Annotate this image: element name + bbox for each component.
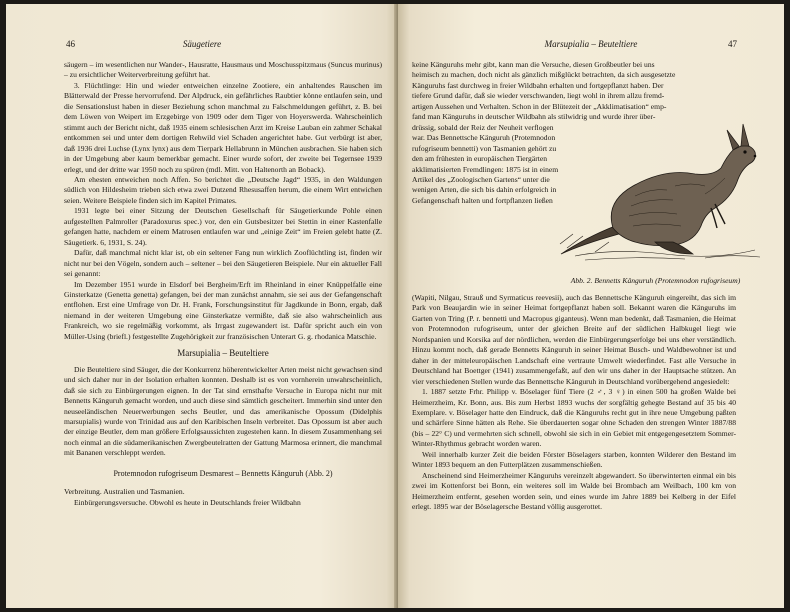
species-line: Einbürgerungsversuche. Obwohl es heute in Deutschlands freier Wildbahn <box>74 497 301 507</box>
figure-caption: Abb. 2. Bennetts Känguruh (Protemnodon rufogriseum) <box>570 276 741 285</box>
kangaroo-illustration <box>555 116 767 264</box>
paragraph: säugern – im wesentlichen nur Wander-, Hausratte, Hausmaus und Moschusspitzmaus (Suncus murinus) – zu ersichtlicher Weiterverbreitung geführt hat. <box>64 60 382 80</box>
paragraph: (Wapiti, Nilgau, Strauß und Syrmaticus reevesii), auch das Bennettsche Känguruh eingereiht, das sich im Park von Beaujardin wie in seiner Heimat fortgepflanzt haben soll. Bekannt waren die Känguruhs im Garten von Tring (P. r. bennetti und Macropus giganteus). Wenn man bedenkt, daß Tasmanien, die Heimat von Protemnodon rufogriseum, unter der gleichen Breite auf der südlichen Halbkugel liegt wie Nordspanien und Korsika auf der nördlichen, werden die Einbürgerungserfolge bei uns eher verständlich. Hinzu kommt noch, daß gerade Bennetts Känguruh in seiner Heimat Busch- und Waldbewohner ist und daher in der mitteleuropäischen Landschaft eine vertraute Umwelt wiederfindet. Fast alle Versuche in Deutschland hat Boettger (1941) zusammengefaßt, auf den wir uns daher in der Hauptsache stützen. An vier verschiedenen Stellen wurde das Bennettsche Känguruh in Deutschland vorübergehend angesiedelt: <box>412 293 736 386</box>
left-page <box>6 4 398 608</box>
page-number-right: 47 <box>728 39 737 49</box>
text-line: Känguruhs fast durchweg in freier Wildbahn erhalten und fortgepflanzt haben. Der <box>412 80 664 90</box>
paragraph: Dafür, daß manchmal nicht klar ist, ob ein seltener Fang nun wirklich Zooflüchtling ist, finden wir nicht nur bei den Vögeln, sondern auch – seltener – bei den Säugetieren Beispiele. Nur ein aktueller Fall sei genannt: <box>64 248 382 279</box>
running-head-left: Säugetiere <box>182 39 222 49</box>
paragraph: Im Dezember 1951 wurde in Elsdorf bei Bergheim/Erft im Rheinland in einer Knüppelfalle eine Ginsterkatze (Genetta genetta) gefangen, bei der man zunächst annahm, sie sei aus der Gefangenschaft entflohen. Erst eine Umfrage von Dr. H. Frank, Forschungsinstitut für Jagdkunde in Bonn, ergab, daß niemand in der weiteren Umgebung eine Ginsterkatze vermißte, daß sie also wahrscheinlich aus Frankreich, wo sie regelmäßig vorkommt, als Irrgast zugewandert ist. Dafür spricht auch ein von Müller-Using (briefl.) festgestellte Zugehörigkeit zur französischen Unterart G. g. rhodanica Matschie. <box>64 279 382 341</box>
text-line: akklimatisierten Fremdlingen: 1875 ist in einem <box>412 164 559 174</box>
text-line: rufogriseum bennetti) von Tasmanien gehört zu <box>412 143 557 153</box>
text-line: fand man Känguruhs in deutscher Wildbahn als stilwidrig und wurde ihrer über- <box>412 112 656 122</box>
text-line: den am frühesten in europäischen Tiergärten <box>412 154 548 164</box>
right-page <box>398 4 784 608</box>
paragraph: 1931 legte bei einer Sitzung der Deutschen Gesellschaft für Säugetierkunde Pohle einen aufgestellten Palmroller (Paradoxurus spec.) vor, den ein Gutsbesitzer bei Stettin in einer Kastenfalle gefangen hatte, nachdem er einem Matrosen entlaufen war und „einige Zeit“ im Freien gelebt hatte (Z. Säugetierk. 6, 1931, S. 24). <box>64 206 382 247</box>
text-line: Gefangenschaft halten und fortpflanzen ließen <box>412 195 553 205</box>
book-spread <box>6 4 784 608</box>
paragraph: Anscheinend sind Heimerzheimer Känguruhs vereinzelt abgewandert. So überwinterten einmal ein bis zwei im Kottenforst bei Bonn, ein weiteres soll im Walde bei Brombach am Weilbach, 100 km von Heimerzheim entfernt, gesehen worden sein, und eines wurde im Jahre 1889 bei Kelberg in der Eifel erlegt. 1895 war der Böselagersche Bestand völlig ausgerottet. <box>412 470 736 512</box>
paragraph: Die Beuteltiere sind Säuger, die der Konkurrenz höherentwickelter Arten meist nicht gewachsen sind und sich daher nur in der Isolation erhalten konnten. Deshalb ist es von vornherein unwahrscheinlich, daß sie sich zu Einbürgerungen eignen. In der Tat sind ernsthafte Versuche in Europa nicht nur mit Bennetts Känguruh gemacht worden, und auch diese sind sämtlich gescheitert. Immerhin sind unter den neuseeländischen Neuerwerbungen sechs Beutler, und das amerikanische Opossum (Didelphis marsupialis) wurde von Trinidad aus auf den Karibischen Inseln verbreitet. Das Opossum ist aber auch der einzige Beutler, dem man größere Erfolgsaussichten zugestehen kann. In diesem Zusammenhang sei noch einmal an die südamerikanischen Zwergbeutelratten der Gattung Marmosa erinnert, die manchmal mit Bananen verschleppt werden. <box>64 364 382 458</box>
text-line: artigen Aussehen und Verhalten. Schon in der Blütezeit der „Akklimatisation“ emp- <box>412 101 667 111</box>
text-line: Artikel des „Zoologischen Gartens“ unter die <box>412 174 550 184</box>
text-line: wenigen Arten, die sich bis dahin erfolgreich in <box>412 185 557 195</box>
species-line: Verbreitung. Australien und Tasmanien. <box>64 487 185 497</box>
text-line: drüssig, sobald der Reiz der Neuheit verflogen <box>412 122 554 132</box>
paragraph: 1. 1887 setzte Frhr. Philipp v. Böselager fünf Tiere (2 ♂, 3 ♀) in einen 500 ha großen Walde bei Heimerzheim, Kr. Bonn, aus. Bis zum Herbst 1893 wuchs der sorgfältig gehegte Bestand auf 35 bis 40 Exemplare. v. Böselager hatte den Eindruck, daß die Känguruhs recht gut in ihre neue Umgebung paßten und schärfere Sinne hätten als Rehe. Sie überdauerten sogar ohne Schaden den strengen Winter 1887/88 (bis – 22° C) und vermehrten sich schnell, obwohl sie sich in ein Gebiet mit entgegengesetztem Sommer-Winter-Rhythmus gebracht worden waren. <box>412 387 736 449</box>
page-number-left: 46 <box>66 39 75 49</box>
text-line: keine Känguruhs mehr gibt, kann man die Versuche, diesen Großbeutler bei uns <box>412 60 655 69</box>
text-line: tiefere Grund dafür, daß sie wieder verschwanden, liegt wohl in ihrem allzu fremd- <box>412 91 665 101</box>
paragraph: 3. Flüchtlinge: Hin und wieder entweichen einzelne Zootiere, ein anhaltendes Rauschen im Blätterwald der Presse hervorrufend. Der Alpdruck, ein gefährliches Raubtier könne entlaufen sein, und die Sensationslust haben in dieser Beziehung schon manchmal zu Falschmeldungen geführt, z. B. bei dem Löwen von Weipert im Erzgebirge von 1909 oder dem Tiger von Hoyerswerda. Wahrscheinlich stimmt auch der Bericht nicht, daß 1935 einem schlesischen Arzt im Kreise Lauban ein zahmer Schakal entkommen sei und unter dem dortigen Rehwild viel Schaden angerichtet habe. Gut verbürgt ist aber, daß 1936 drei Luchse (Lynx lynx) aus dem Tierpark Hellabrunn in München ausbrachen. Sie haben sich in der Umgebung aber kaum bemerkbar gemacht. Einer wurde sofort, der zweite bei Tegernsee 1939 erlegt, und der dritte war 1950 noch zu spüren (mdl. Mitt. von Haltenorth an Boback). <box>64 80 382 174</box>
text-line: heimisch zu machen, doch nicht als gänzlich mißglückt betrachten, da sich ausgesetzte <box>412 70 676 80</box>
paragraph: Am ehesten entweichen noch Affen. So berichtet die „Deutsche Jagd“ 1935, in den Waldungen südlich von Hildesheim trieben sich etwa zwei Dutzend Rhesusaffen herum, die einem Wirt entwichen seien. Weitere Beispiele finden sich im Kapitel Primates. <box>64 174 382 205</box>
text-line: war. Das Bennettsche Känguruh (Protemnodon <box>412 133 556 143</box>
species-heading: Protemnodon rufogriseum Desmarest – Bennetts Känguruh (Abb. 2) <box>113 468 333 478</box>
section-title: Marsupialia – Beuteltiere <box>177 348 269 359</box>
running-head-right: Marsupialia – Beuteltiere <box>544 39 638 49</box>
left-text-body <box>64 60 382 508</box>
paragraph: Weil innerhalb kurzer Zeit die beiden Förster Böselagers starben, konnten Wilderer den Bestand im Winter 1893 bequem an den Futterplätzen zusammenschießen. <box>412 449 736 470</box>
right-text-body <box>412 293 736 513</box>
